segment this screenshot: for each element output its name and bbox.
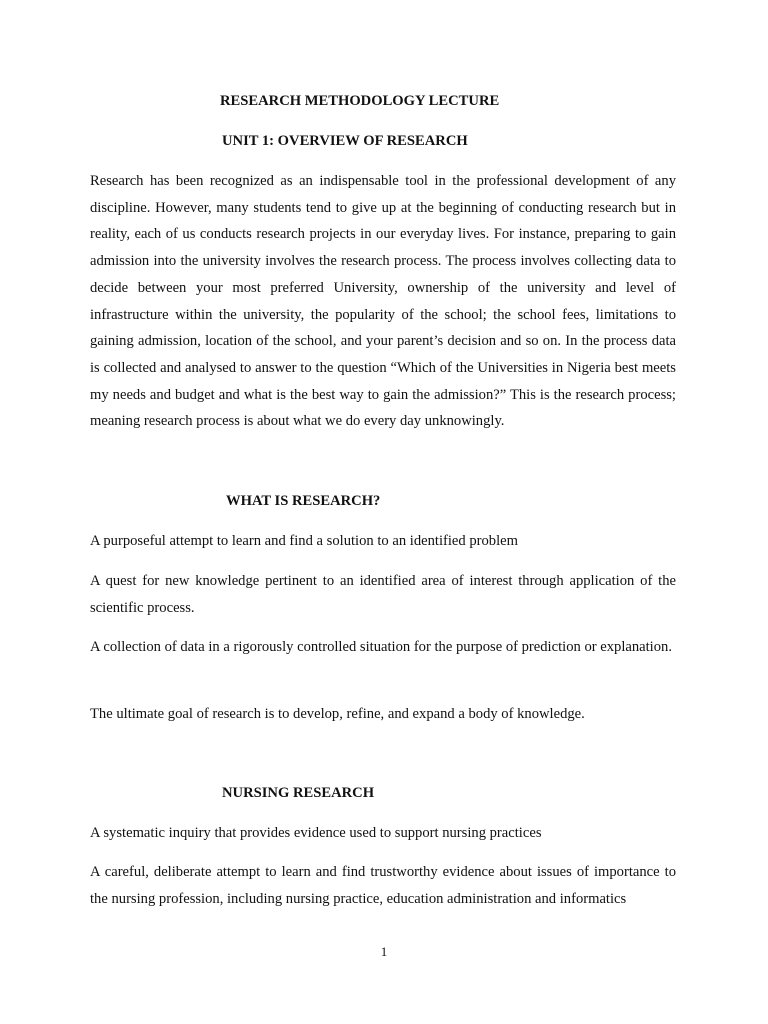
unit-heading: UNIT 1: OVERVIEW OF RESEARCH	[222, 133, 468, 149]
research-definition-2: A quest for new knowledge pertinent to an identified area of interest through application of the scientific process.	[90, 573, 676, 616]
what-is-research-heading: WHAT IS RESEARCH?	[226, 493, 381, 509]
research-goal: The ultimate goal of research is to develop, refine, and expand a body of knowledge.	[90, 706, 585, 722]
research-definition-3: A collection of data in a rigorously controlled situation for the purpose of prediction or explanation.	[90, 639, 672, 655]
document-title: RESEARCH METHODOLOGY LECTURE	[220, 93, 500, 109]
nursing-research-heading: NURSING RESEARCH	[222, 785, 375, 801]
research-definition-1: A purposeful attempt to learn and find a solution to an identified problem	[90, 533, 518, 549]
nursing-definition-1: A systematic inquiry that provides evidence used to support nursing practices	[90, 825, 542, 841]
intro-paragraph: Research has been recognized as an indispensable tool in the professional development of any discipline. However, many students tend to give up at the beginning of conducting research but in reality, each of us conducts research projects in our everyday lives. For instance, preparing to gain admission into the university involves the research process. The process involves collecting data to decide between your most preferred University, ownership of the university and level of infrastructure within the university, the popularity of the school; the school fees, limitations to gaining admission, location of the school, and your parent’s decision and so on. In the process data is collected and analysed to answer to the question “Which of the Universities in Nigeria best meets my needs and budget and what is the best way to gain the admission?” This is the research process; meaning research process is about what we do every day unknowingly.	[90, 173, 676, 430]
page-number: 1	[380, 944, 388, 959]
nursing-definition-2: A careful, deliberate attempt to learn and find trustworthy evidence about issues of importance to the nursing profession, including nursing practice, education administration and informatics	[90, 864, 676, 907]
